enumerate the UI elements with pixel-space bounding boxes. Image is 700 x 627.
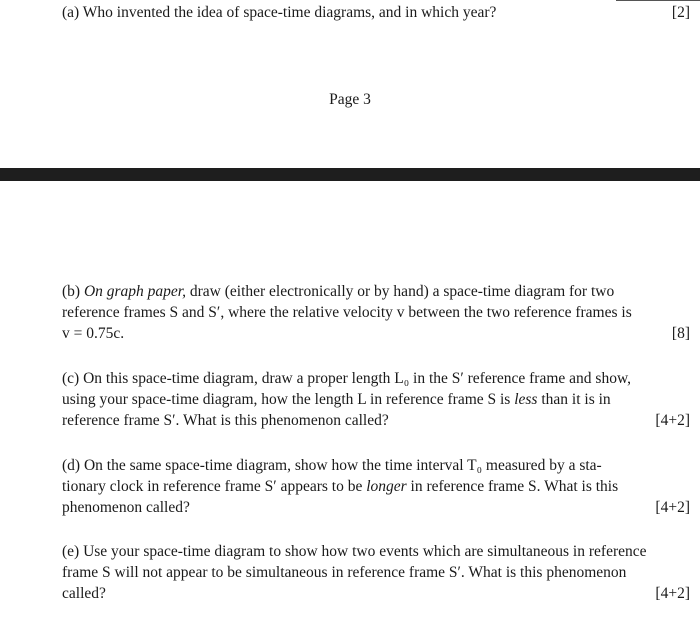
question-d-emphasis: longer [366,478,407,495]
question-a-marks: [2] [671,4,690,21]
page-break-bar [0,168,700,181]
question-a-text: (a) Who invented the idea of space-time diagrams, and in which year? [62,4,497,21]
question-d-marks: [4+2] [655,499,690,516]
question-e-marks: [4+2] [655,585,690,602]
question-e-line1: (e) Use your space-time diagram to show how two events which are simultaneous in reference [62,543,647,560]
question-d-line2-pre: tionary clock in reference frame S′ appears to be [62,478,367,495]
question-b-emphasis: On graph paper, [83,283,186,300]
question-c-line2-pre: using your space-time diagram, how the length L in reference frame S is [62,391,515,408]
question-a [62,2,690,23]
question-c-line3: reference frame S′. What is this phenomenon called? [62,412,389,429]
question-c-emphasis: less [514,391,538,408]
question-b-line1: draw (either electronically or by hand) a space-time diagram for two [186,283,615,300]
question-b-line3: v = 0.75c. [62,325,125,342]
question-b-prefix: (b) [62,283,84,300]
question-e-line3: called? [62,585,106,602]
page-number: Page 3 [329,91,371,108]
question-c [62,368,690,431]
question-b-marks: [8] [671,325,690,342]
question-b-line2: reference frames S and S′, where the relative velocity v between the two reference frames is [62,304,632,321]
question-e-line2: frame S will not appear to be simultaneous in reference frame S′. What is this phenomenon [62,564,627,581]
top-rule [616,0,700,1]
question-d [62,455,690,518]
question-c-line2-post: than it is in [537,391,611,408]
question-d-line2-post: in reference frame S. What is this [406,478,619,495]
question-c-marks: [4+2] [655,412,690,429]
question-b [62,281,690,344]
question-d-line1: (d) On the same space-time diagram, show how the time interval T₀ measured by a sta- [62,457,602,474]
question-e [62,541,690,604]
question-c-line1: (c) On this space-time diagram, draw a proper length L₀ in the S′ reference frame and show, [62,370,632,387]
question-d-line3: phenomenon called? [62,499,190,516]
